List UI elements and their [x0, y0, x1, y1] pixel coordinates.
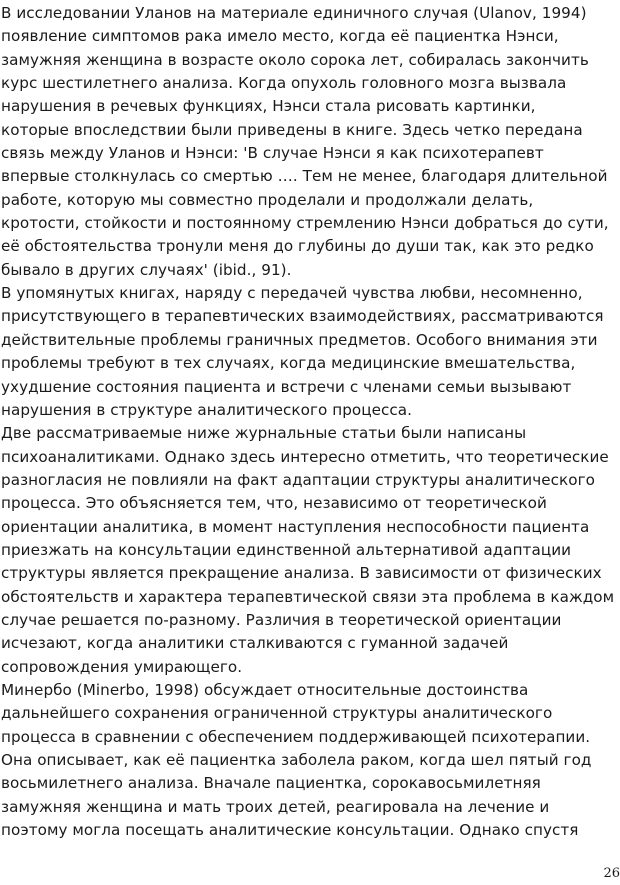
text-line: обстоятельств и характера терапевтической связи эта проблема в каждом — [1, 587, 615, 606]
text-line: ориентации аналитика, в момент наступления неспособности пациента — [1, 517, 590, 536]
text-line: нарушения в речевых функциях, Нэнси стала рисовать картинки, — [1, 97, 536, 116]
text-line: восьмилетнего анализа. Вначале пациентка, сорокавосьмилетняя — [1, 774, 541, 793]
text-line: Две рассматриваемые ниже журнальные статьи были написаны — [1, 424, 527, 443]
text-line: разногласия не повлияли на факт адаптации структуры аналитического — [1, 470, 595, 489]
text-line: работе, которую мы совместно проделали и продолжали делать, — [1, 190, 534, 209]
text-line: Она описывает, как её пациентка заболела раком, когда шел пятый год — [1, 751, 592, 769]
text-line: впервые столкнулась со смертью …. Тем не менее, благодаря длительной — [1, 167, 608, 186]
text-line: случае решается по-разному. Различия в теоретической ориентации — [1, 610, 562, 629]
text-line: процесса. Это объясняется тем, что, независимо от теоретической — [1, 494, 547, 513]
text-line: замужняя женщина и мать троих детей, реагировала на лечение и — [1, 797, 550, 816]
text-line: сопровождения умирающего. — [1, 657, 243, 676]
text-line: курс шестилетнего анализа. Когда опухоль головного мозга вызвала — [1, 74, 567, 93]
text-line: психоаналитиками. Однако здесь интересно отметить, что теоретические — [1, 447, 609, 466]
text-line: приезжать на консультации единственной альтернативой адаптации — [1, 540, 572, 559]
text-line: кротости, стойкости и постоянному стремлению Нэнси добраться до сути, — [1, 214, 609, 233]
text-line: проблемы требуют в тех случаях, когда медицинские вмешательства, — [1, 354, 576, 373]
text-line: бывало в других случаях' (ibid., 91). — [1, 260, 292, 279]
text-line: процесса в сравнении с обеспечением поддерживающей психотерапии. — [1, 727, 591, 746]
text-line: её обстоятельства тронули меня до глубины до души так, как это редко — [1, 237, 594, 256]
text-line: В упомянутых книгах, наряду с передачей чувства любви, несомненно, — [1, 284, 583, 303]
text-line: присутствующего в терапевтических взаимодействиях, рассматриваются — [1, 307, 604, 326]
body-text — [1, 2, 617, 842]
text-line: замужняя женщина в возрасте около сорока лет, собиралась закончить — [1, 50, 589, 69]
text-line: действительные проблемы граничных предметов. Особого внимания эти — [1, 330, 598, 349]
text-line: структуры является прекращение анализа. В зависимости от физических — [1, 564, 602, 583]
text-line: появление симптомов рака имело место, когда её пациентка Нэнси, — [1, 27, 559, 46]
text-line: связь между Уланов и Нэнси: 'В случае Нэнси я как психотерапевт — [1, 144, 544, 163]
text-line: исчезают, когда аналитики сталкиваются с гуманной задачей — [1, 634, 509, 653]
text-line: дальнейшего сохранения ограниченной структуры аналитического — [1, 704, 553, 723]
text-line: Минербо (Minerbo, 1998) обсуждает относительные достоинства — [1, 680, 529, 699]
text-line: нарушения в структуре аналитического процесса. — [1, 400, 413, 419]
text-line: В исследовании Уланов на материале единичного случая (Ulanov, 1994) — [1, 4, 587, 22]
page-number: 26 — [603, 866, 620, 881]
text-line: которые впоследствии были приведены в книге. Здесь четко передана — [1, 120, 583, 139]
text-line: ухудшение состояния пациента и встречи с членами семьи вызывают — [1, 377, 572, 396]
text-line: поэтому могла посещать аналитические консультации. Однако спустя — [1, 821, 579, 840]
